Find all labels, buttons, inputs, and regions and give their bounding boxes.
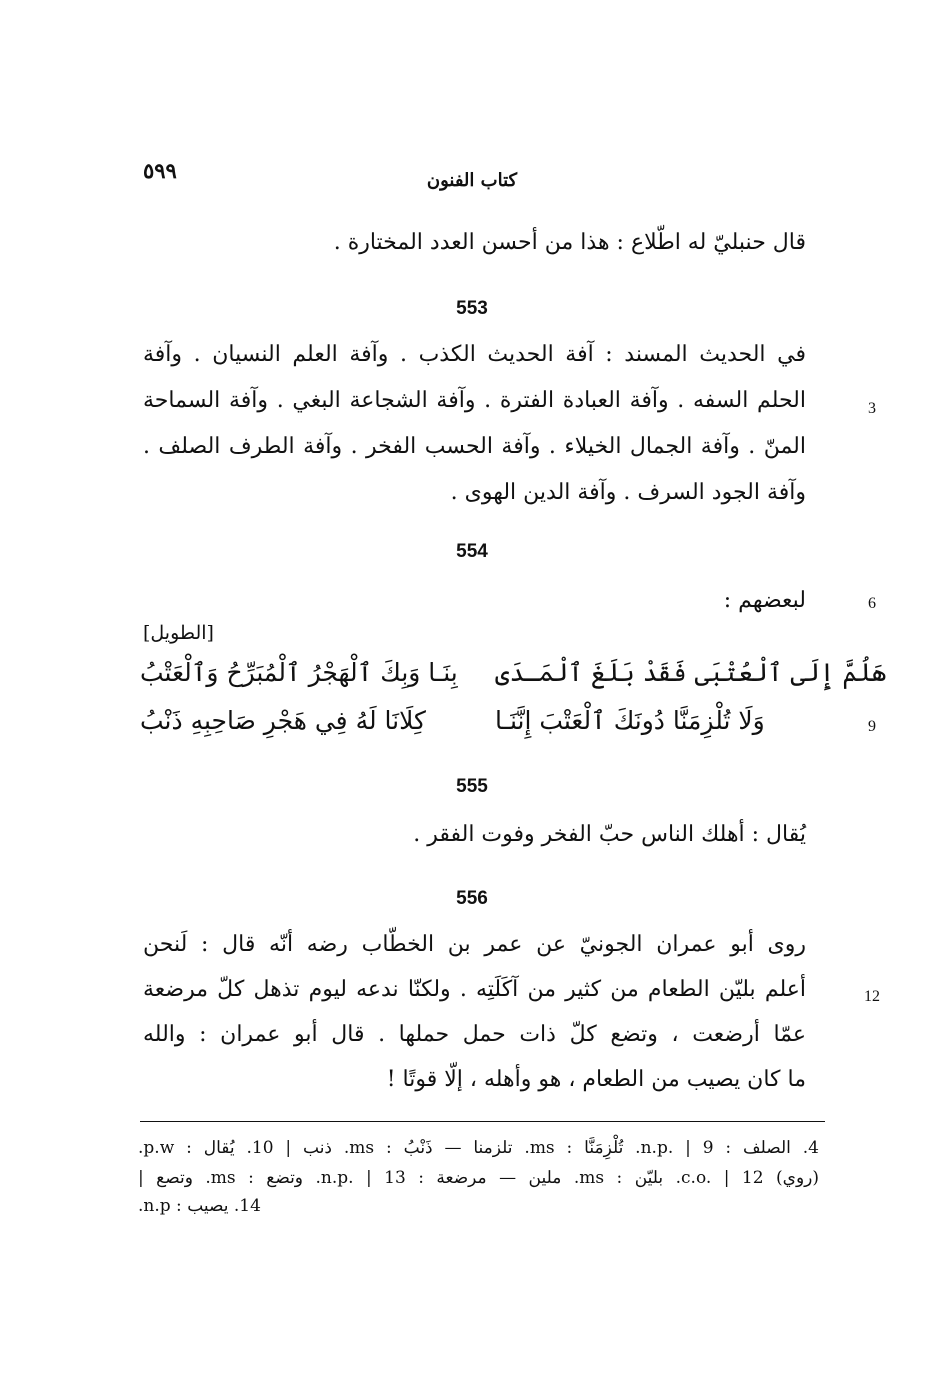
body-line: الحلم السفه . وآفة العبادة الفترة . وآفة الشجاعة البغي . وآفة السماحة xyxy=(143,388,806,413)
section-number-554: 554 xyxy=(456,541,488,562)
verse-hemistich: هَلُمَّ إِلَى ٱلْعُتْبَى فَقَدْ بَلَغَ ٱلْمَـدَى xyxy=(495,658,887,687)
body-line: روى أبو عمران الجونيّ عن عمر بن الخطّاب رضه أنّه قال : لَنحن xyxy=(143,932,806,957)
footnote-line: 4. الصلف : n.p. | 9. تُلْزِمَنَّا : ms. تلزمنا — ذَنْبُ : ms. ذنب | 10. يُقال : p.w. xyxy=(138,1138,819,1158)
body-line: المنّ . وآفة الجمال الخيلاء . وآفة الحسب الفخر . وآفة الطرف الصلف . xyxy=(143,434,806,459)
verse-hemistich: وَلَا تُلْزِمَنَّا دُونَكَ ٱلْعَتْبَ إِنَّنَـا xyxy=(495,706,765,735)
footnote-rule xyxy=(140,1121,825,1122)
section-number-555: 555 xyxy=(456,776,488,797)
footnote-line: (روي) c.o. | 12. بليّن : ms. ملين — مرضعة : n.p. | 13. وتضع : ms. وتصع | xyxy=(138,1168,819,1188)
meter-label: [الطويل] xyxy=(143,622,214,644)
page-number: ٥٩٩ xyxy=(143,158,177,183)
running-title: كتاب الفنون xyxy=(426,170,518,191)
body-line: ما كان يصيب من الطعام ، هو وأهله ، إلّا قوتًا ! xyxy=(386,1067,806,1092)
footnote-line: 14. يصيب : n.p. xyxy=(138,1196,261,1216)
body-line: عمّا أرضعت ، وتضع كلّ ذات حمل حملها . قال أبو عمران : والله xyxy=(143,1022,806,1047)
body-line: في الحديث المسند : آفة الحديث الكذب . وآفة العلم النسيان . وآفة xyxy=(143,342,806,367)
verse-intro: لبعضهم : xyxy=(723,588,806,613)
verse-hemistich: كِلَانَا لَهُ فِي هَجْرِ صَاحِبِهِ ذَنْبُ xyxy=(140,706,426,735)
body-line: وآفة الجود السرف . وآفة الدين الهوى . xyxy=(450,480,806,505)
line-number: 3 xyxy=(868,400,876,417)
section-number-553: 553 xyxy=(456,298,488,319)
body-line: يُقال : أهلك الناس حبّ الفخر وفوت الفقر . xyxy=(413,822,806,847)
verse-hemistich: بِنَـا وَبِكَ ٱلْهَجْرُ ٱلْمُبَرِّحُ وَٱلْعَتْبُ xyxy=(140,658,458,687)
section-number-556: 556 xyxy=(456,888,488,909)
line-number: 6 xyxy=(868,595,876,612)
line-number: 12 xyxy=(864,988,880,1005)
line-number: 9 xyxy=(868,718,876,735)
body-line: أعلم بليّن الطعام من كثير من آكَلَتِه . ولكنّا ندعه ليوم تذهل كلّ مرضعة xyxy=(143,977,806,1002)
intro-line: قال حنبليّ له اطّلاع : هذا من أحسن العدد المختارة . xyxy=(333,230,806,255)
